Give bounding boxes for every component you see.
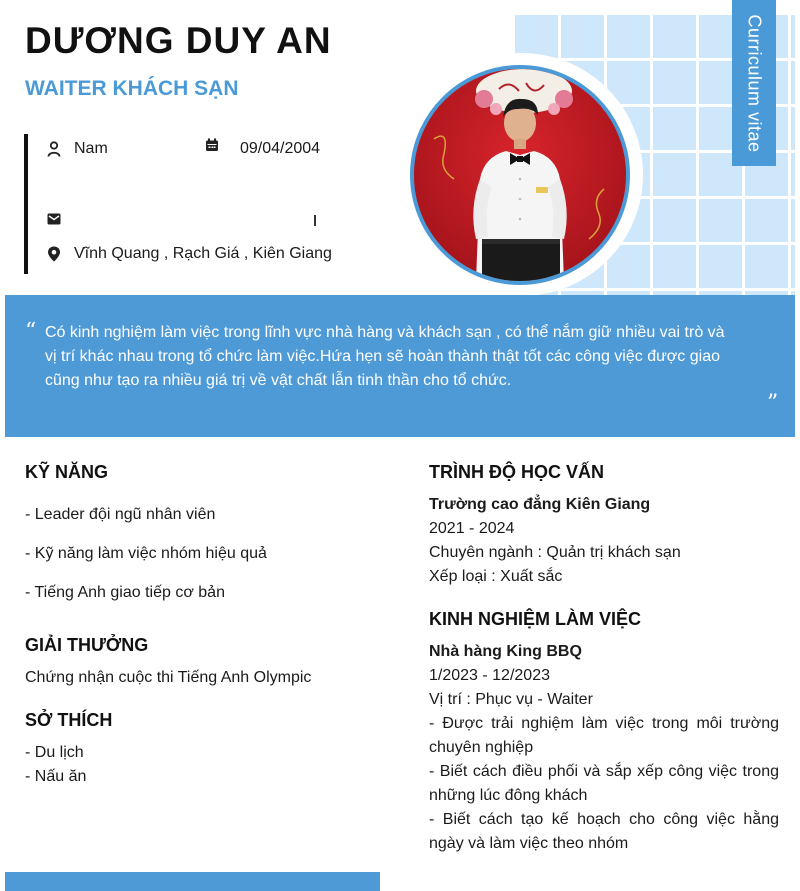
gender-value: Nam [74, 140, 108, 157]
school-name: Trường cao đẳng Kiên Giang [429, 496, 651, 513]
duty-item: - Được trải nghiệm làm việc trong môi trường chuyên nghiệp [429, 715, 779, 756]
skill-item: - Tiếng Anh giao tiếp cơ bản [25, 584, 225, 601]
cv-tab [732, 0, 776, 166]
avatar-photo [414, 69, 626, 281]
award-item: Chứng nhận cuộc thi Tiếng Anh Olympic [25, 669, 312, 686]
school-years: 2021 - 2024 [429, 520, 515, 537]
summary-line: vị trí khác nhau trong tổ chức làm việc.Hứa hẹn sẽ hoàn thành thật tốt các công việc được giao [45, 348, 720, 365]
gender-row [46, 140, 108, 158]
skill-item: - Leader đội ngũ nhân viên [25, 506, 216, 523]
cv-tab-label: Curriculum vitae [744, 13, 765, 153]
info-divider [24, 134, 28, 274]
email-text-cursor [314, 215, 316, 226]
company-name: Nhà hàng King BBQ [429, 643, 582, 660]
duty-item: - Biết cách tạo kế hoạch cho công việc hằng ngày và làm việc theo nhóm [429, 811, 779, 852]
work-position: Vị trí : Phục vụ - Waiter [429, 691, 593, 708]
school-major: Chuyên ngành : Quản trị khách sạn [429, 544, 681, 561]
summary-line: Có kinh nghiệm làm việc trong lĩnh vực nhà hàng và khách sạn , có thể nắm giữ nhiều vai trò và [45, 324, 725, 341]
work-period: 1/2023 - 12/2023 [429, 667, 550, 684]
mail-icon [46, 211, 62, 227]
address-row [46, 245, 332, 263]
school-grade: Xếp loại : Xuất sắc [429, 568, 563, 585]
summary-box [5, 295, 795, 437]
experience-heading: KINH NGHIỆM LÀM VIỆC [429, 609, 642, 629]
duty-item: - Biết cách điều phối và sắp xếp công việc trong những lúc đông khách [429, 763, 779, 804]
hobby-item: - Nấu ăn [25, 768, 87, 785]
birthdate-row [204, 140, 320, 158]
summary-text [45, 321, 765, 393]
candidate-name: DƯƠNG DUY AN [25, 20, 332, 61]
address-value: Vĩnh Quang , Rạch Giá , Kiên Giang [74, 245, 332, 262]
calendar-icon [204, 137, 220, 153]
avatar [410, 65, 630, 285]
birthdate-value: 09/04/2004 [240, 140, 321, 157]
skill-item: - Kỹ năng làm việc nhóm hiệu quả [25, 545, 267, 562]
location-pin-icon [46, 246, 62, 262]
open-quote-icon: “ [25, 319, 37, 344]
education-heading: TRÌNH ĐỘ HỌC VẤN [429, 462, 604, 482]
footer-bar [5, 872, 380, 891]
job-title: WAITER KHÁCH SẠN [25, 77, 239, 100]
email-row [46, 211, 74, 227]
awards-heading: GIẢI THƯỞNG [25, 635, 149, 655]
hobby-item: - Du lịch [25, 744, 84, 761]
skills-heading: KỸ NĂNG [25, 462, 109, 482]
summary-line: cũng như tạo ra nhiều giá trị về vật chất lẫn tinh thần cho tổ chức. [45, 372, 512, 389]
close-quote-icon: ” [767, 391, 779, 416]
person-icon [46, 141, 62, 157]
hobbies-heading: SỞ THÍCH [25, 710, 113, 730]
